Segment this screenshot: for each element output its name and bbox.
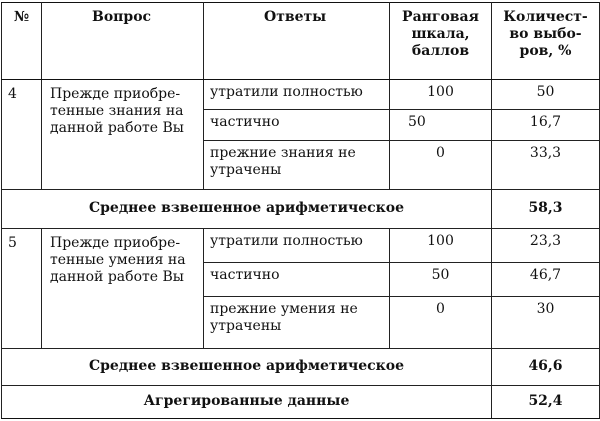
header-count-line1: Количест- xyxy=(503,9,588,25)
count-cell: 33,3 xyxy=(492,140,600,189)
answer-line: частично xyxy=(210,267,280,284)
count-cell: 50 xyxy=(492,80,600,110)
answer-cell xyxy=(204,80,390,110)
answer-line: прежние знания не xyxy=(210,144,356,161)
rank-cell: 100 xyxy=(390,228,492,262)
question-line: данной работе Вы xyxy=(50,268,184,285)
count-cell: 46,7 xyxy=(492,263,600,297)
answer-line: утрачены xyxy=(210,161,282,178)
question-number: 5 xyxy=(2,228,42,348)
header-question: Вопрос xyxy=(42,3,204,80)
question-line: тенные знания на xyxy=(50,103,184,120)
count-cell: 16,7 xyxy=(492,110,600,140)
question-line: тенные умения на xyxy=(50,251,186,268)
aggregate-label: Агрегированные данные xyxy=(2,385,492,418)
answer-cell xyxy=(204,263,390,297)
question-line: Прежде приобре- xyxy=(50,234,181,251)
rank-cell: 50 xyxy=(390,110,492,140)
summary-row xyxy=(2,349,600,386)
header-answers: Ответы xyxy=(204,3,390,80)
answer-cell xyxy=(204,228,390,262)
summary-row xyxy=(2,190,600,229)
summary-value: 46,6 xyxy=(492,349,600,386)
header-row xyxy=(2,3,600,80)
answer-line: утрачены xyxy=(210,318,282,335)
answer-line: прежние умения не xyxy=(210,301,358,318)
header-rank-line1: Ранговая xyxy=(402,9,479,25)
question-text xyxy=(42,80,204,190)
header-rank-line3: баллов xyxy=(411,43,470,59)
summary-value: 58,3 xyxy=(492,190,600,229)
answer-cell xyxy=(204,297,390,349)
header-rank-scale xyxy=(390,3,492,80)
header-count-line2: во выбо- xyxy=(509,26,582,42)
rank-cell: 0 xyxy=(390,297,492,349)
answer-line: утратили полностью xyxy=(210,84,363,101)
table-row xyxy=(2,228,600,262)
answer-line: утратили полностью xyxy=(210,232,363,249)
header-rank-line2: шкала, xyxy=(411,26,470,42)
header-count-percent xyxy=(492,3,600,80)
rank-cell: 100 xyxy=(390,80,492,110)
survey-results-table xyxy=(1,2,600,419)
answer-cell xyxy=(204,110,390,140)
header-number: № xyxy=(2,3,42,80)
question-line: данной работе Вы xyxy=(50,120,184,137)
rank-cell: 50 xyxy=(390,263,492,297)
summary-label: Среднее взвешенное арифметическое xyxy=(2,190,492,229)
answer-cell xyxy=(204,140,390,189)
question-number: 4 xyxy=(2,80,42,190)
aggregate-row xyxy=(2,385,600,418)
question-text xyxy=(42,228,204,348)
answer-line: частично xyxy=(210,114,280,131)
summary-label: Среднее взвешенное арифметическое xyxy=(2,349,492,386)
aggregate-value: 52,4 xyxy=(492,385,600,418)
header-count-line3: ров, % xyxy=(519,43,572,59)
count-cell: 30 xyxy=(492,297,600,349)
rank-cell: 0 xyxy=(390,140,492,189)
table-row xyxy=(2,80,600,110)
question-line: Прежде приобре- xyxy=(50,86,181,103)
count-cell: 23,3 xyxy=(492,228,600,262)
